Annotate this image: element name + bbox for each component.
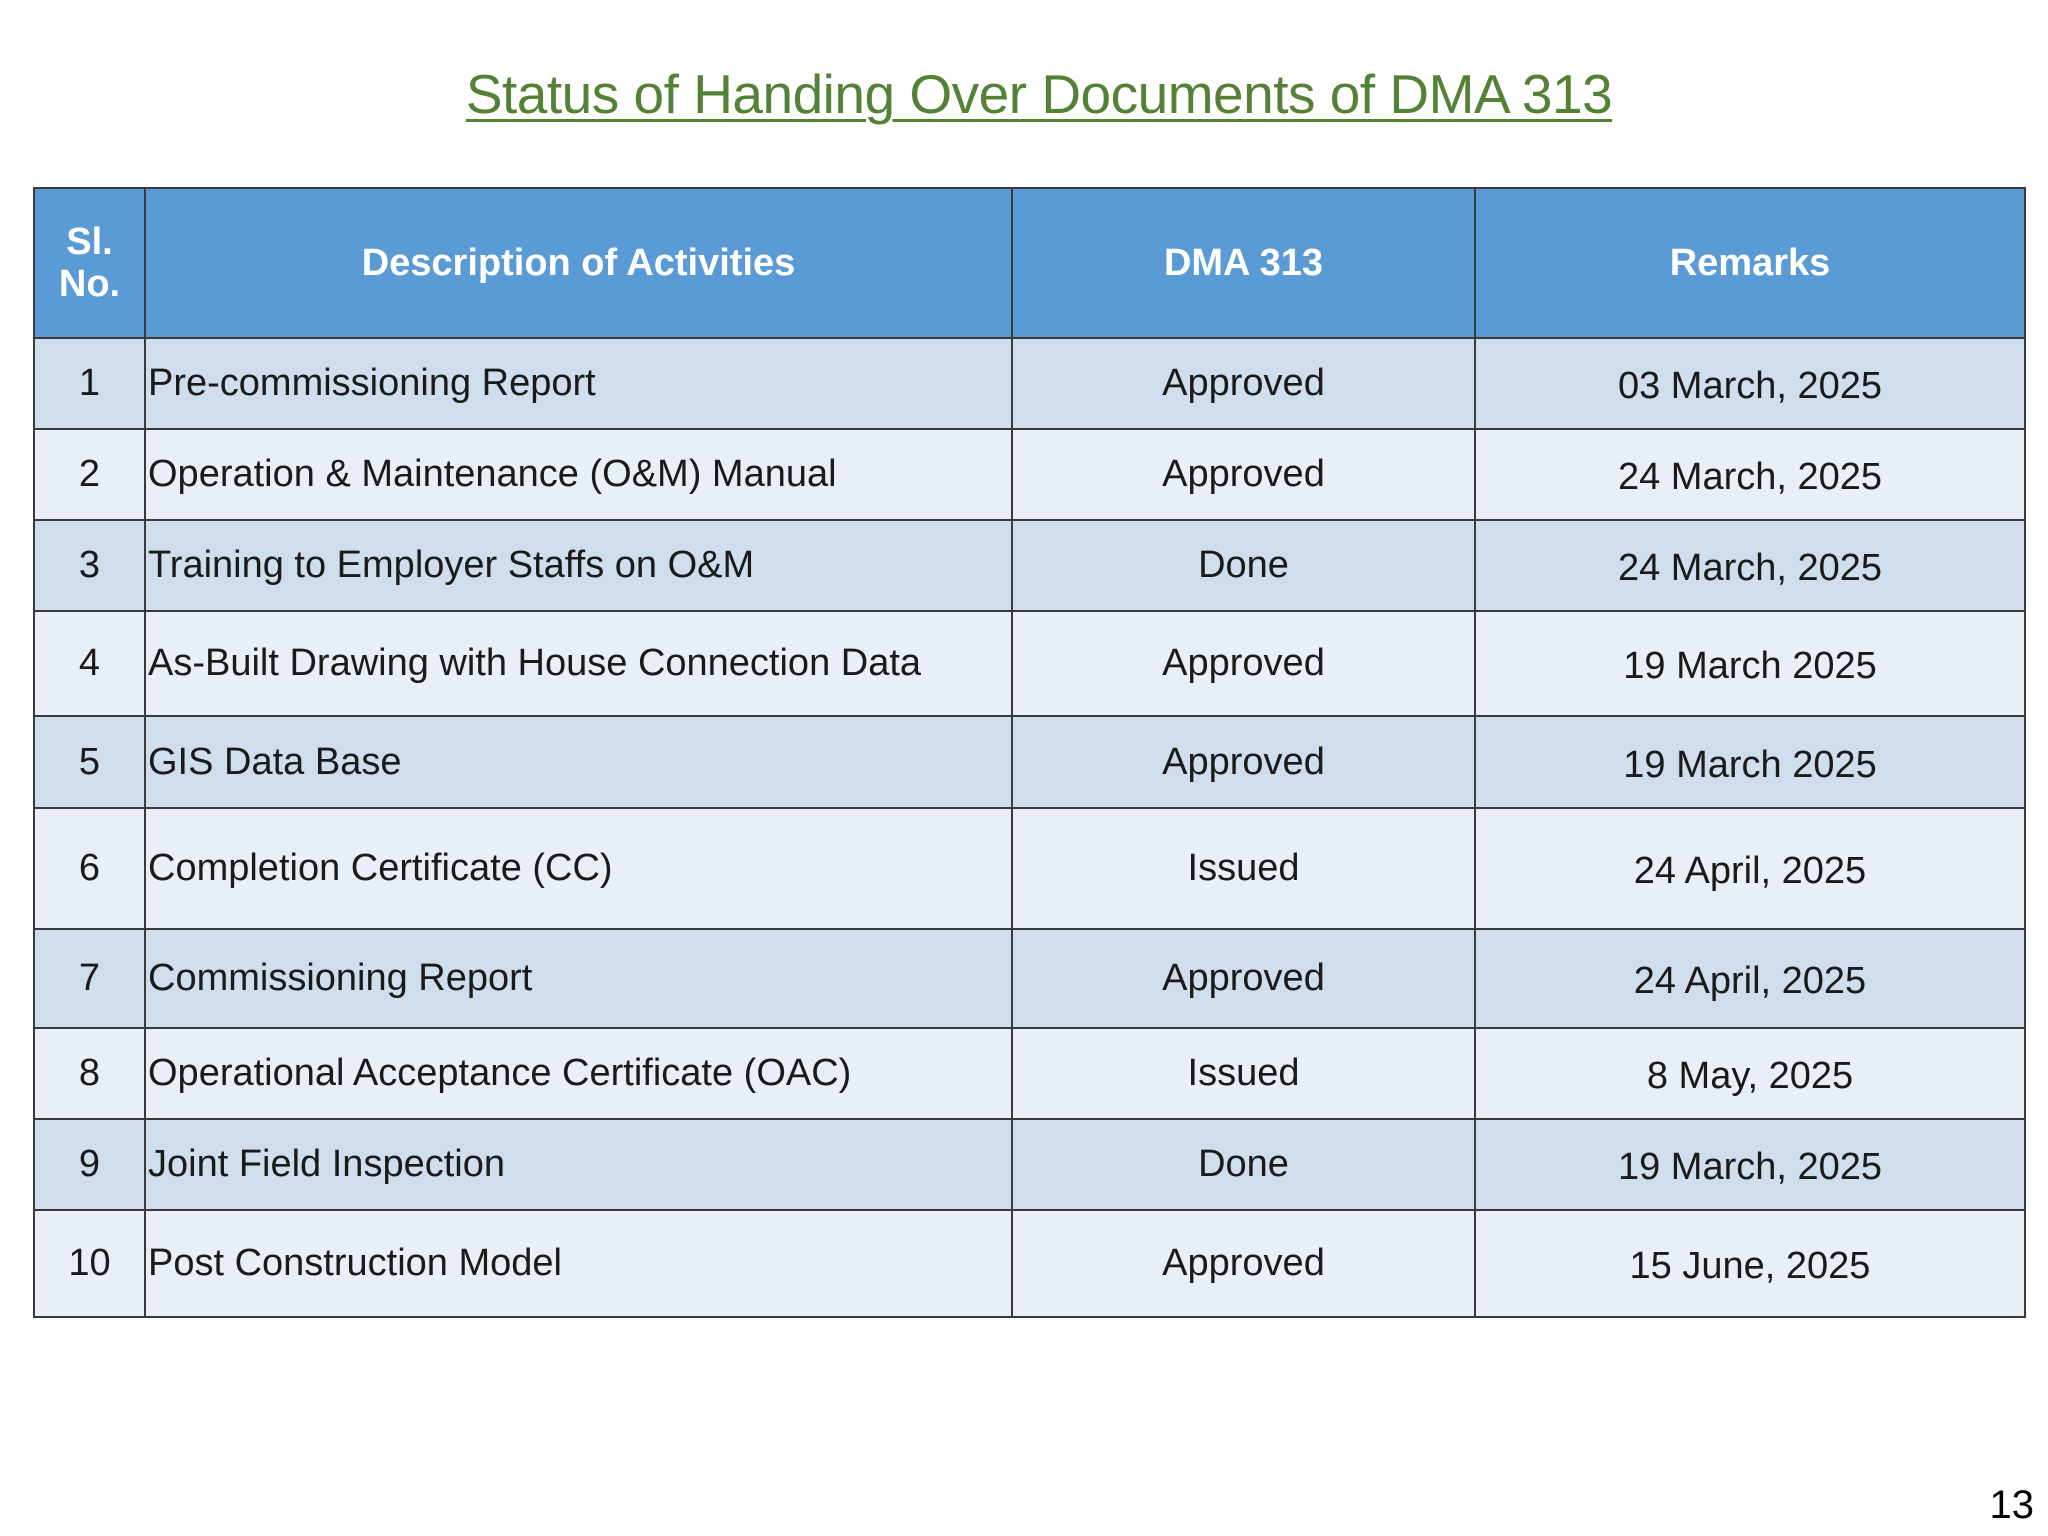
remarks-cell: 8 May, 2025 [1475,1028,2025,1119]
description-cell: As-Built Drawing with House Connection Data [145,611,1012,716]
description-cell: Post Construction Model [145,1210,1012,1317]
sl-no-cell: 9 [34,1119,145,1210]
table-row [34,611,2025,716]
status-cell: Approved [1012,1210,1475,1317]
description-cell: GIS Data Base [145,716,1012,808]
description-cell: Pre-commissioning Report [145,338,1012,429]
remarks-cell: 19 March, 2025 [1475,1119,2025,1210]
table-row [34,929,2025,1028]
status-cell: Issued [1012,1028,1475,1119]
status-cell: Done [1012,1119,1475,1210]
sl-no-cell: 7 [34,929,145,1028]
table-row [34,338,2025,429]
table-row [34,808,2025,929]
remarks-cell: 24 March, 2025 [1475,520,2025,611]
description-cell: Joint Field Inspection [145,1119,1012,1210]
sl-no-cell: 3 [34,520,145,611]
sl-no-cell: 5 [34,716,145,808]
description-cell: Completion Certificate (CC) [145,808,1012,929]
column-header-sl-no: Sl. No. [34,188,145,338]
sl-no-cell: 4 [34,611,145,716]
table-row [34,716,2025,808]
remarks-cell: 15 June, 2025 [1475,1210,2025,1317]
status-cell: Approved [1012,429,1475,520]
description-cell: Operational Acceptance Certificate (OAC) [145,1028,1012,1119]
sl-no-cell: 10 [34,1210,145,1317]
description-cell: Operation & Maintenance (O&M) Manual [145,429,1012,520]
status-cell: Done [1012,520,1475,611]
status-cell: Approved [1012,929,1475,1028]
sl-no-cell: 8 [34,1028,145,1119]
column-header-dma-313: DMA 313 [1012,188,1475,338]
sl-no-cell: 6 [34,808,145,929]
status-table [33,187,2026,1318]
status-cell: Approved [1012,716,1475,808]
description-cell: Commissioning Report [145,929,1012,1028]
table-row [34,1028,2025,1119]
page-title: Status of Handing Over Documents of DMA 313 [465,63,1613,125]
remarks-cell: 19 March 2025 [1475,611,2025,716]
column-header-description: Description of Activities [145,188,1012,338]
remarks-cell: 19 March 2025 [1475,716,2025,808]
remarks-cell: 24 April, 2025 [1475,808,2025,929]
status-cell: Approved [1012,611,1475,716]
table-row [34,429,2025,520]
table-row [34,520,2025,611]
status-cell: Issued [1012,808,1475,929]
table-header-row [34,188,2025,338]
description-cell: Training to Employer Staffs on O&M [145,520,1012,611]
status-cell: Approved [1012,338,1475,429]
remarks-cell: 24 March, 2025 [1475,429,2025,520]
sl-no-cell: 2 [34,429,145,520]
table-row [34,1210,2025,1317]
sl-no-cell: 1 [34,338,145,429]
remarks-cell: 03 March, 2025 [1475,338,2025,429]
page-number: 13 [1989,1483,2034,1527]
table-row [34,1119,2025,1210]
column-header-remarks: Remarks [1475,188,2025,338]
remarks-cell: 24 April, 2025 [1475,929,2025,1028]
